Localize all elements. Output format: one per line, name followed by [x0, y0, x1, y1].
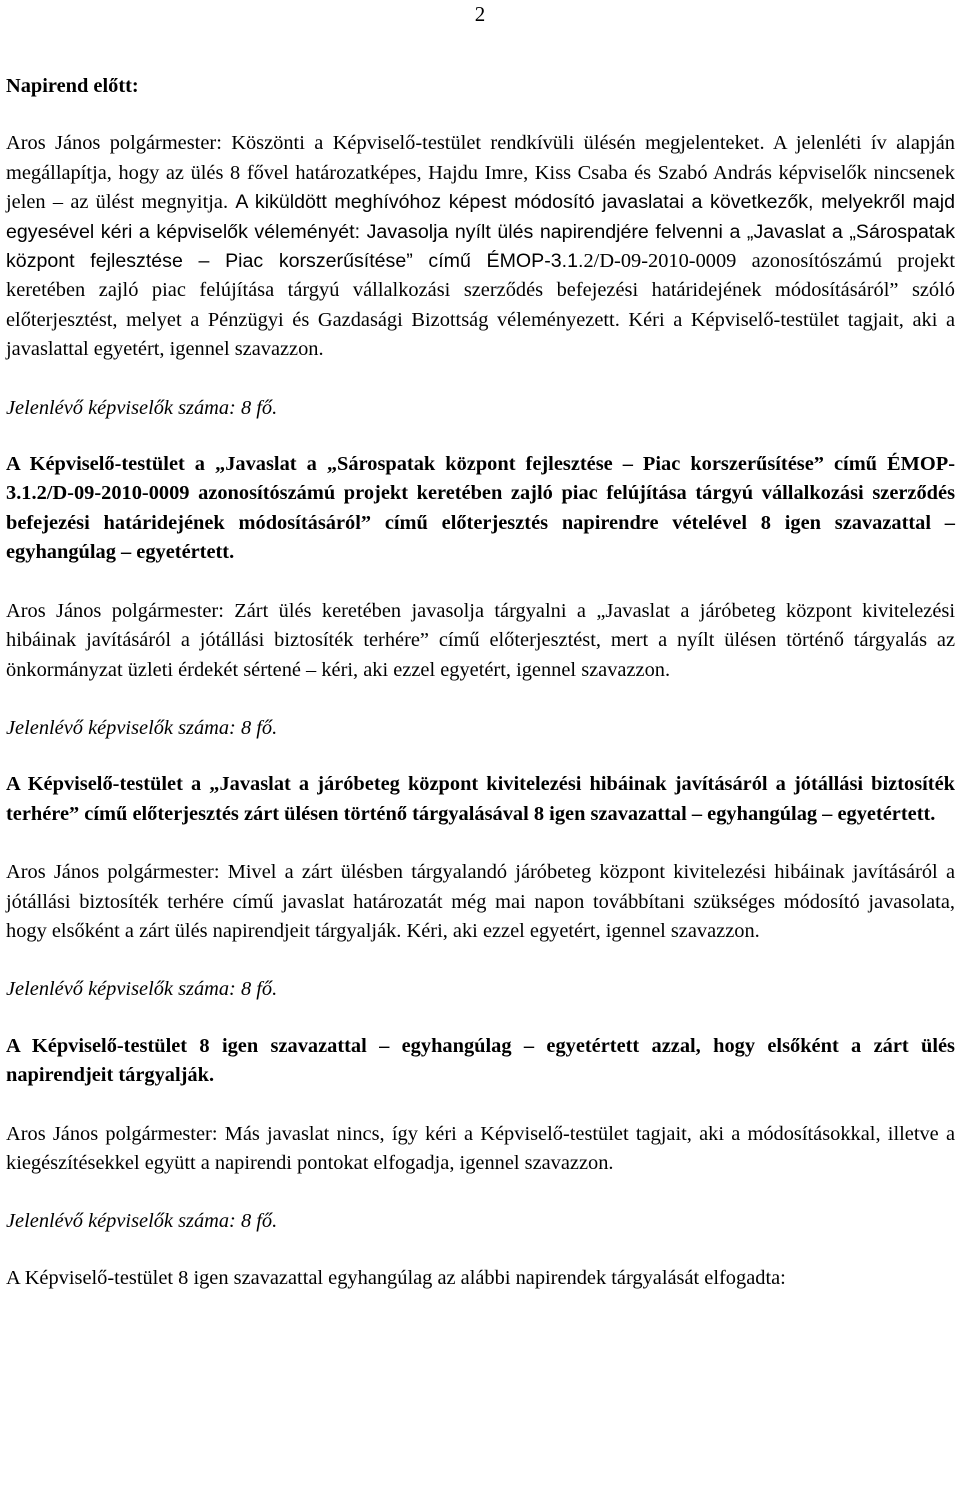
resolution-text: A Képviselő-testület a „Javaslat a járóbeteg központ kivitelezési hibáinak javításáról a jótállási biztosíték terhére” című előterjesztés zárt ülésen történő tárgyalásával 8 igen szavazattal – egyhangúlag – egyetértett. — [6, 773, 955, 825]
paragraph-text: : Mivel a zárt ülésben tárgyalandó járóbeteg központ kivitelezési hibáinak javításáról a jótállási biztosíték terhére című javaslat határozatát még mai napon továbbítani szükséges módosító javasolata, hogy elsőként a zárt ülés napirendjeit tárgyalják. Kéri, aki ezzel egyetért, igennel szavazzon. — [6, 861, 955, 942]
paragraph-order — [6, 858, 955, 946]
paragraph-closed-session — [6, 597, 955, 685]
resolution-text: A Képviselő-testület a „Javaslat a „Sárospatak központ fejlesztése – Piac korszerűsítése” című ÉMOP-3.1.2/D-09-2010-0009 azonosítószámú projekt keretében zajló piac felújítása tárgyú vállalkozási szerződés befejezési határidejének módosításáról” című előterjesztés napirendre vételével 8 igen szavazattal – egyhangúlag – egyetértett. — [6, 453, 955, 564]
document-body — [6, 72, 955, 1293]
paragraph-text: : Zárt ülés keretében javasolja tárgyalni a „Javaslat a járóbeteg központ kivitelezési hibáinak javításáról a jótállási biztosíték terhére” című előterjesztést, mert a nyílt ülésen történő tárgyalás az önkormányzat üzleti érdekét sértené – kéri, aki ezzel egyetért, igennel szavazzon. — [6, 599, 955, 681]
paragraph-text-sans: A kiküldött meghívóhoz képest módosító javaslatai a következők, melyekről majd egyesével kéri a képviselők véleményét: Javasolja nyílt ülés napirendjére felvenni a „Javaslat a „Sárospatak központ fejlesztése – Piac korszerűsítése” című ÉMOP-3.1. — [6, 191, 955, 273]
resolution-text-plain: A Képviselő-testület 8 igen szavazattal egyhangúlag az alábbi napirendek tárgyalását elfogadta: — [6, 1266, 786, 1289]
speaker-name: Aros János polgármester — [6, 599, 219, 622]
speaker-name: Aros János polgármester — [6, 861, 214, 884]
attendance-note: Jelenlévő képviselők száma: 8 fő. — [6, 1210, 278, 1233]
paragraph-text: : Köszönti a Képviselő-testület rendkívüli ülésén megjelenteket. A jelenléti ív alapján megállapítja, hogy az ülés 8 fővel határozatképes, Hajdu Imre, Kiss Csaba és Szabó András képviselők nincsenek jelen – az ülést megnyitja. — [6, 132, 955, 214]
attendance-note: Jelenlévő képviselők száma: 8 fő. — [6, 396, 278, 419]
attendance-note: Jelenlévő képviselők száma: 8 fő. — [6, 716, 278, 739]
speaker-name: Aros János polgármester — [6, 132, 217, 155]
attendance-note: Jelenlévő képviselők száma: 8 fő. — [6, 978, 278, 1001]
paragraph-agenda — [6, 1120, 955, 1179]
paragraph-text-tail: 2/D-09-2010-0009 azonosítószámú projekt keretében zajló piac felújítása tárgyú vállalkozási szerződés befejezési határidejének módosításáról” szóló előterjesztést, melyet a Pénzügyi és Gazdasági Bizottság véleményezett. Kéri a Képviselő-testület tagjait, aki a javaslattal egyetért, igennel szavazzon. — [6, 250, 955, 361]
speaker-name: Aros János polgármester — [6, 1122, 212, 1145]
paragraph-text: : Más javaslat nincs, így kéri a Képviselő-testület tagjait, aki a módosításokkal, illetve a kiegészítésekkel együtt a napirendi pontokat elfogadja, igennel szavazzon. — [6, 1122, 955, 1174]
paragraph-opening — [6, 129, 955, 364]
section-heading: Napirend előtt: — [6, 75, 139, 97]
page-number: 2 — [474, 2, 486, 26]
resolution-text: A Képviselő-testület 8 igen szavazattal – egyhangúlag – egyetértett azzal, hogy elsőként a zárt ülés napirendjeit tárgyalják. — [6, 1034, 955, 1087]
